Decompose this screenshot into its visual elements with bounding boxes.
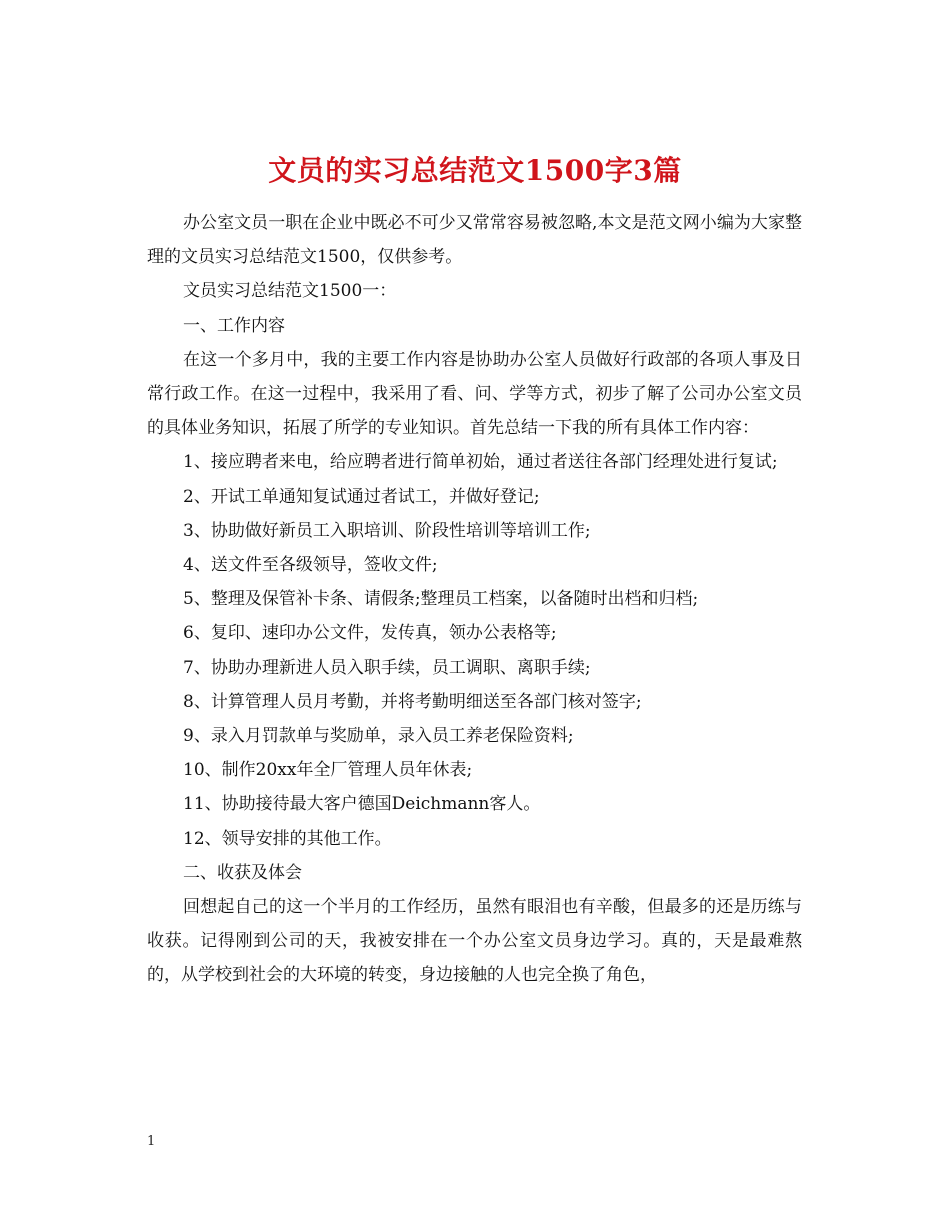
list-item: 10、制作20xx年全厂管理人员年休表; [183,760,473,781]
list-item: 5、整理及保管补卡条、请假条;整理员工档案，以备随时出档和归档; [183,589,699,610]
list-item: 6、复印、速印办公文件，发传真，领办公表格等; [183,623,557,644]
list-item: 8、计算管理人员月考勤，并将考勤明细送至各部门核对签字; [183,691,642,712]
paragraph: 在这一个多月中，我的主要工作内容是协助办公室人员做好行政部的各项人事及日常行政工作。在这一过程中，我采用了看、问、学等方式，初步了解了公司办公室文员的具体业务知识，拓展了所学的专业知识。首先总结一下我的所有具体工作内容： [147,349,802,439]
section-heading: 二、收获及体会 [183,862,302,883]
list-item: 11、协助接待最大客户德国Deichmann客人。 [183,794,541,815]
list-item: 12、领导安排的其他工作。 [183,828,392,849]
paragraph: 办公室文员一职在企业中既必不可少又常常容易被忽略,本文是范文网小编为大家整理的文员实习总结范文1500，仅供参考。 [147,213,802,268]
paragraph: 文员实习总结范文1500一： [183,281,397,302]
list-item: 4、送文件至各级领导，签收文件; [183,555,438,576]
paragraph: 回想起自己的这一个半月的工作经历，虽然有眼泪也有辛酸，但最多的还是历练与收获。记得刚到公司的天，我被安排在一个办公室文员身边学习。真的，天是最难熬的，从学校到社会的大环境的转变，身边接触的人也完全换了角色， [147,897,802,986]
list-item: 9、录入月罚款单与奖励单，录入员工养老保险资料; [183,726,574,747]
document-body [147,206,802,993]
section-heading: 一、工作内容 [183,315,285,336]
page-number: 1 [147,1134,156,1149]
list-item: 1、接应聘者来电，给应聘者进行简单初始，通过者送往各部门经理处进行复试; [183,452,778,473]
list-item: 3、协助做好新员工入职培训、阶段性培训等培训工作; [183,520,591,541]
list-item: 2、开试工单通知复试通过者试工，并做好登记; [183,486,540,507]
list-item: 7、协助办理新进人员入职手续，员工调职、离职手续; [183,657,591,678]
document-title: 文员的实习总结范文1500字3篇 [268,153,682,187]
